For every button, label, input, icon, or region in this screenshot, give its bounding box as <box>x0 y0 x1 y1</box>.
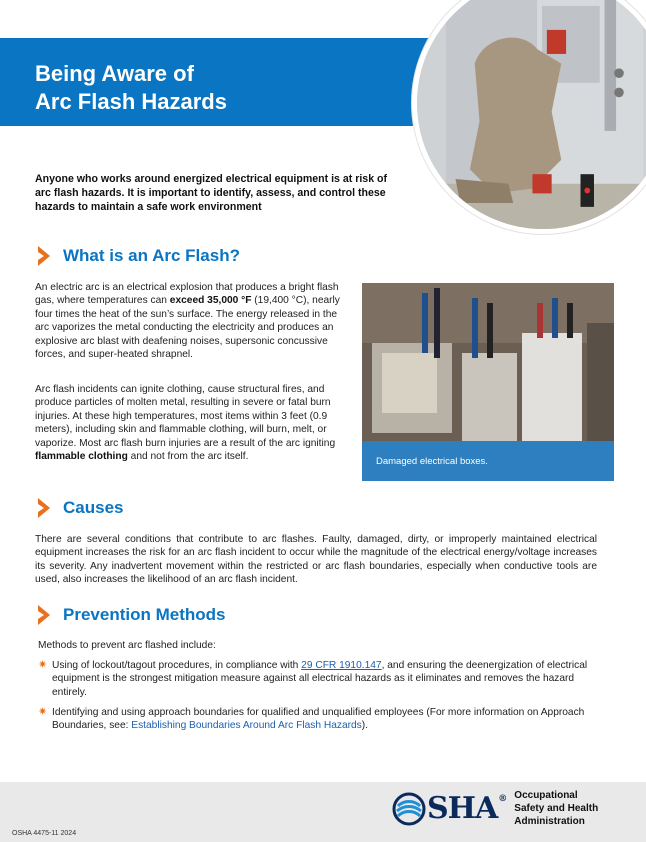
section-heading-causes: Causes <box>35 496 123 520</box>
chevron-right-icon <box>35 603 53 627</box>
asterisk-icon: ✷ <box>38 706 48 718</box>
chevron-right-icon <box>35 244 53 268</box>
intro-statement: Anyone who works around energized electrical equipment is at risk of arc flash hazards. It is important to identify, assess, and control these hazards to maintain a safe work environment <box>35 173 388 213</box>
prevention-intro: Methods to prevent arc flashed include: <box>38 640 216 651</box>
asterisk-icon: ✷ <box>38 659 48 671</box>
establishing-boundaries-link[interactable]: Establishing Boundaries Around Arc Flash Hazards <box>131 720 362 732</box>
cfr-1910-147-link[interactable]: 29 CFR 1910.147 <box>301 660 382 671</box>
page-title: Being Aware of Arc Flash Hazards <box>35 61 227 114</box>
arc-flash-paragraph-1: An electric arc is an electrical explosion that produces a bright flash gas, where temperatures can exceed 35,000 °F (19,400 °C), nearly four times the heat of the sun’s surface. The energy released in the arc vaporizes the metal conducting the electricity and produces an explosive arc blast with deafening noises, supersonic concussive forces, and super-heated shrapnel. <box>35 282 340 361</box>
agency-name: Occupational Safety and Health Administration <box>514 790 599 827</box>
osha-o-mark-icon <box>392 792 426 826</box>
section-heading-what: What is an Arc Flash? <box>35 244 240 268</box>
publication-number: OSHA 4475-11 2024 <box>12 830 77 837</box>
arc-flash-paragraph-2: Arc flash incidents can ignite clothing, cause structural fires, and produce particles of molten metal, resulting in severe or fatal burn injuries. At these high temperatures, most items within 3 feet (0.9 meters), including skin and flammable clothing, will burn, melt, or vaporize. Most arc flash burn injuries are a result of the arc igniting flammable clothing and not from the arc itself. <box>35 384 336 463</box>
osha-logo: SHA ® Occupational Safety and Health Administration <box>392 789 598 828</box>
photo-caption: Damaged electrical boxes. <box>362 441 614 481</box>
footer <box>0 782 646 842</box>
damaged-boxes-photo <box>362 283 614 481</box>
title-banner <box>0 38 470 126</box>
causes-paragraph: There are several conditions that contribute to arc flashes. Faulty, damaged, dirty, or improperly maintained electrical equipment increases the risk for an arc flash incident to occur while the magnitude of the electrical energy/voltage increases its severity. Any inadvertent movement within the restricted or arc flash boundaries, especially when conductive tools are used, also increases the likelihood of an arc flash incident. <box>35 534 597 586</box>
section-heading-prevention: Prevention Methods <box>35 603 225 627</box>
chevron-right-icon <box>35 496 53 520</box>
list-item: ✷ Using of lockout/tagout procedures, in compliance with 29 CFR 1910.147, and ensuring the deenergization of electrical equipment is the strongest mitigation measure against all electrical hazards as it eliminates and removes the hazard entirely. <box>38 659 588 698</box>
hero-worker-photo <box>412 0 646 234</box>
list-item: ✷ Identifying and using approach boundaries for qualified and unqualified employees (For more information on Approach Boundaries, see: Establishing Boundaries Around Arc Flash Hazards). <box>38 706 585 732</box>
